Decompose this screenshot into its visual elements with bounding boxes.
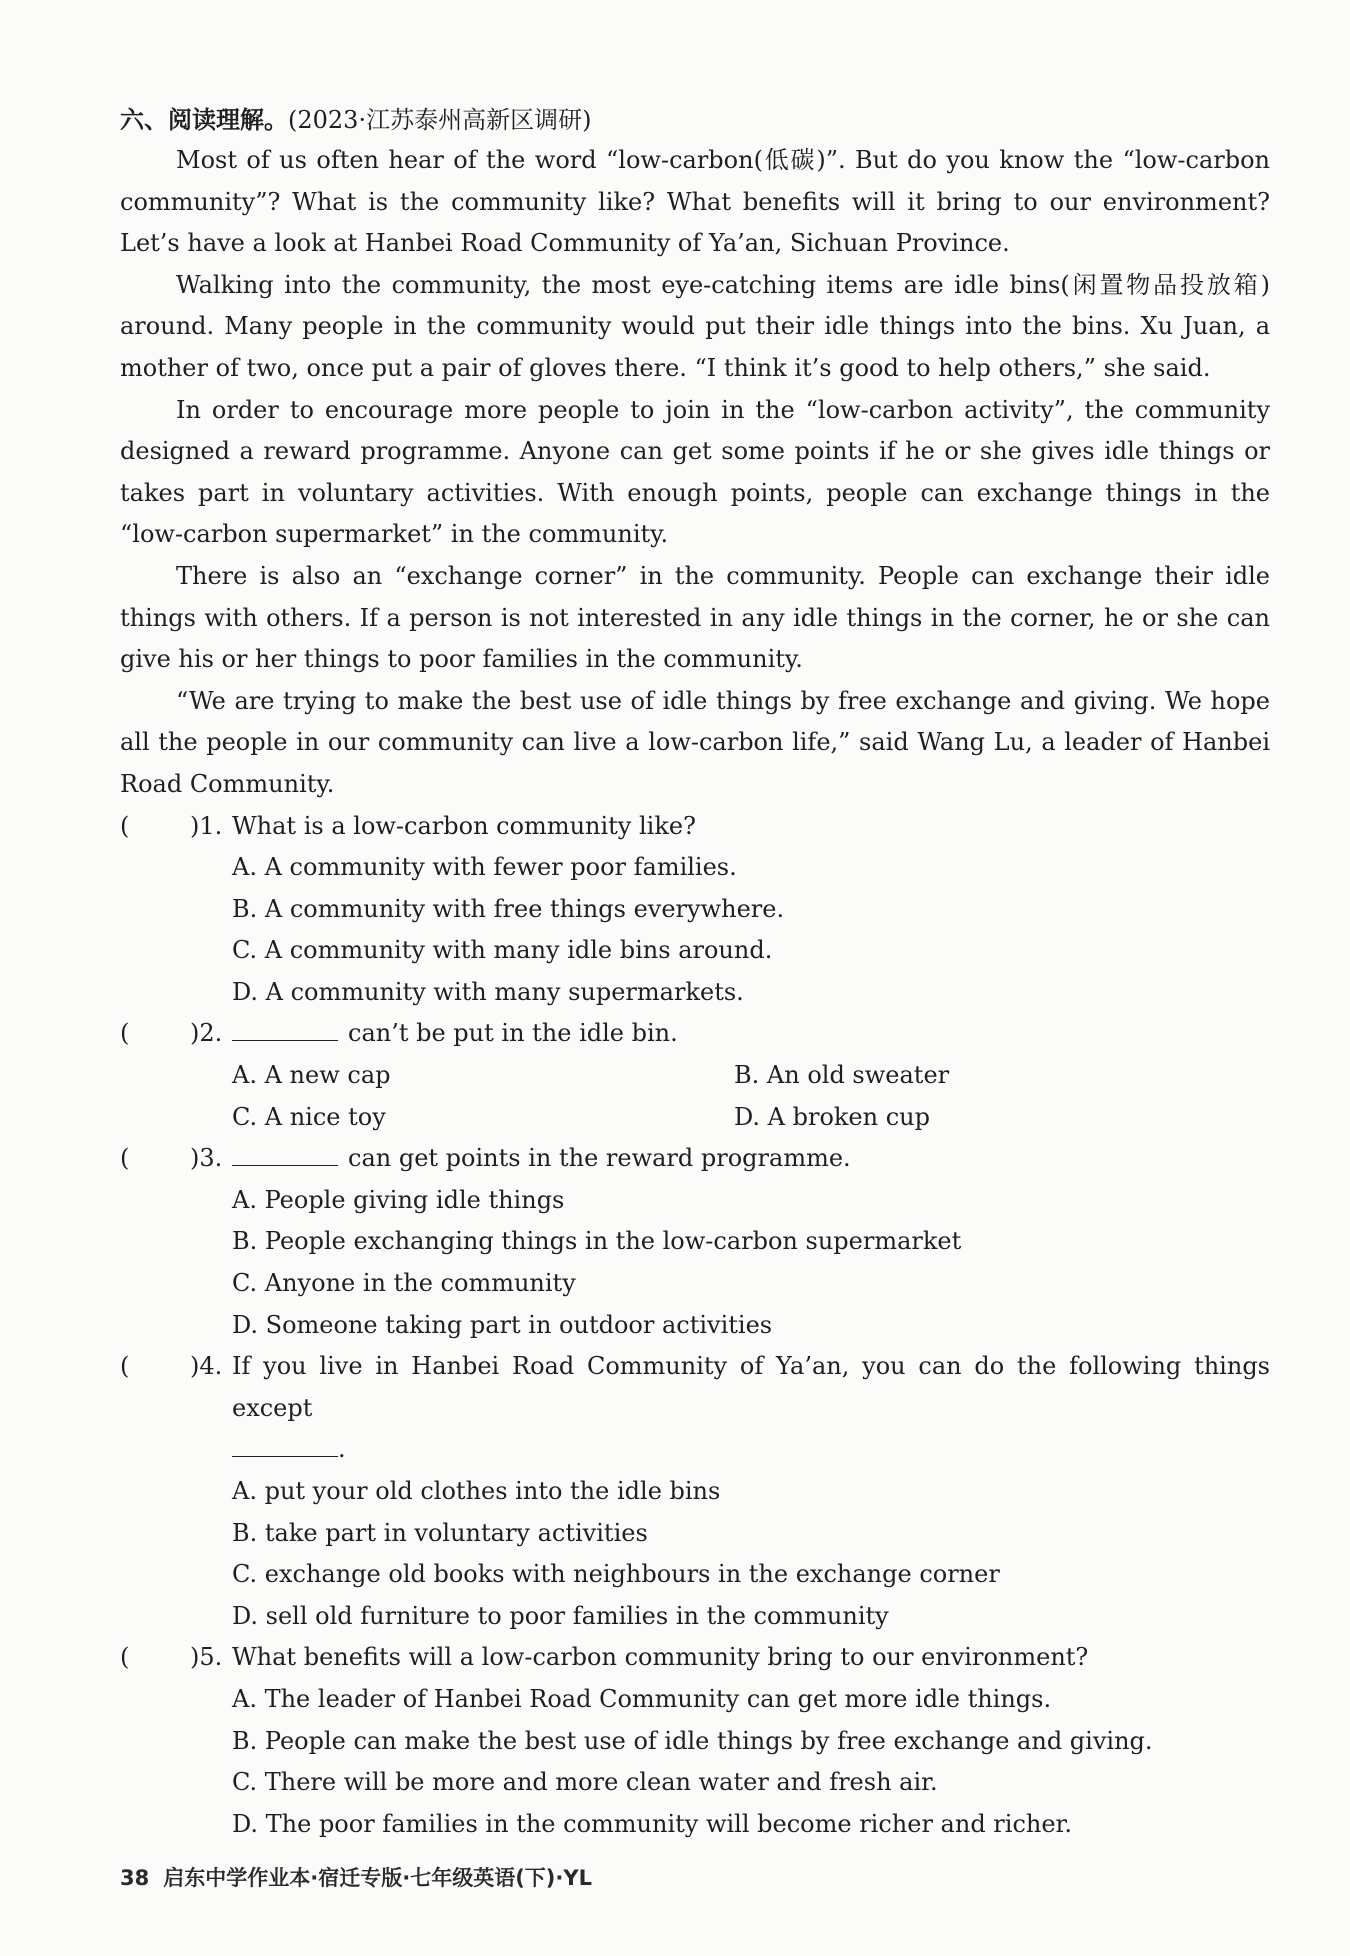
option-b: B. take part in voluntary activities	[232, 1518, 648, 1547]
fill-in-blank[interactable]	[232, 1430, 338, 1457]
option-a: A. The leader of Hanbei Road Community can get more idle things.	[232, 1684, 1052, 1713]
question-number: )1.	[190, 811, 223, 840]
section-title: 六、阅读理解。	[120, 106, 288, 134]
question-4-stem-row	[120, 1346, 1270, 1471]
question-stem-end: .	[338, 1435, 346, 1464]
answer-bracket[interactable]: (	[120, 1643, 130, 1672]
question-number: )4.	[190, 1352, 223, 1381]
question-4-options	[120, 1471, 1270, 1637]
option-c: C. A community with many idle bins around.	[232, 936, 773, 965]
option-b: B. An old sweater	[734, 1061, 950, 1090]
answer-bracket[interactable]: (	[120, 1144, 130, 1173]
question-2	[120, 1013, 1270, 1138]
question-number: )5.	[190, 1643, 223, 1672]
question-2-stem-row	[120, 1013, 1270, 1055]
answer-bracket[interactable]: (	[120, 1352, 130, 1381]
option-b: B. People can make the best use of idle things by free exchange and giving.	[232, 1726, 1153, 1755]
option-a: A. put your old clothes into the idle bins	[232, 1477, 721, 1505]
option-a: A. People giving idle things	[232, 1185, 565, 1214]
question-number: )3.	[190, 1144, 223, 1173]
page-number: 38	[120, 1866, 150, 1890]
question-5-stem-row	[120, 1637, 1270, 1679]
passage-paragraph-3: In order to encourage more people to join in the “low-carbon activity”, the community designed a reward programme. Anyone can get some points if he or she gives idle things or takes part in voluntary activities. With enough points, people can exchange things in the “low-carbon supermarket” in the community.	[120, 395, 1270, 549]
passage-paragraph-4: There is also an “exchange corner” in the community. People can exchange their idle things with others. If a person is not interested in any idle things in the corner, he or she can give his or her things to poor families in the community.	[120, 561, 1270, 674]
question-3-stem-row	[120, 1138, 1270, 1180]
option-b: B. People exchanging things in the low-carbon supermarket	[232, 1227, 962, 1256]
question-2-options	[120, 1055, 1270, 1138]
option-c: C. There will be more and more clean water and fresh air.	[232, 1768, 938, 1797]
option-c: C. Anyone in the community	[232, 1269, 576, 1298]
fill-in-blank[interactable]	[232, 1139, 338, 1166]
option-d: D. The poor families in the community will become richer and richer.	[232, 1809, 1073, 1838]
question-number: )2.	[190, 1019, 223, 1048]
option-d: D. sell old furniture to poor families in the community	[232, 1601, 889, 1630]
answer-bracket[interactable]: (	[120, 1019, 130, 1048]
section-source: (2023·江苏泰州高新区调研)	[288, 106, 592, 134]
option-b: B. A community with free things everywhere.	[232, 894, 785, 923]
fill-in-blank[interactable]	[232, 1014, 338, 1041]
page-footer	[120, 1862, 592, 1892]
question-5	[120, 1637, 1270, 1845]
question-stem: can get points in the reward programme.	[348, 1144, 851, 1173]
option-a: A. A new cap	[232, 1061, 391, 1090]
question-1-stem-row	[120, 806, 1270, 848]
passage-paragraph-1: Most of us often hear of the word “low-carbon(低碳)”. But do you know the “low-carbon community”? What is the community like? What benefits will it bring to our environment? Let’s have a look at Hanbei Road Community of Ya’an, Sichuan Province.	[120, 146, 1270, 258]
book-title: 启东中学作业本·宿迁专版·七年级英语(下)·YL	[163, 1866, 592, 1890]
question-4	[120, 1346, 1270, 1637]
question-3-options	[120, 1180, 1270, 1346]
question-stem-row	[232, 1013, 1270, 1055]
option-d: D. Someone taking part in outdoor activities	[232, 1310, 773, 1339]
question-3	[120, 1138, 1270, 1346]
reading-passage	[120, 140, 1270, 806]
option-c: C. A nice toy	[232, 1102, 386, 1131]
question-stem: What benefits will a low-carbon community bring to our environment?	[232, 1643, 1089, 1672]
passage-paragraph-2: Walking into the community, the most eye-catching items are idle bins(闲置物品投放箱) around. Many people in the community would put their idle things into the bins. Xu Juan, a mother of two, once put a pair of gloves there. “I think it’s good to help others,” she said.	[120, 270, 1270, 382]
question-stem: What is a low-carbon community like?	[232, 811, 696, 840]
question-1	[120, 806, 1270, 1014]
question-5-options	[120, 1679, 1270, 1845]
reading-section	[120, 100, 1270, 1845]
answer-bracket[interactable]: (	[120, 811, 130, 840]
passage-paragraph-5: “We are trying to make the best use of idle things by free exchange and giving. We hope all the people in our community can live a low-carbon life,” said Wang Lu, a leader of Hanbei Road Community.	[120, 686, 1270, 798]
option-a: A. A community with fewer poor families.	[232, 853, 737, 882]
option-c: C. exchange old books with neighbours in the exchange corner	[232, 1560, 1000, 1589]
option-d: D. A broken cup	[734, 1102, 930, 1131]
section-heading	[120, 100, 1270, 140]
question-stem: can’t be put in the idle bin.	[348, 1019, 678, 1048]
option-d: D. A community with many supermarkets.	[232, 977, 744, 1006]
question-1-options	[120, 847, 1270, 1013]
question-4-blank-row	[232, 1429, 1270, 1471]
question-stem-row	[232, 1138, 1270, 1180]
question-stem: If you live in Hanbei Road Community of Ya’an, you can do the following things except	[232, 1352, 1270, 1422]
